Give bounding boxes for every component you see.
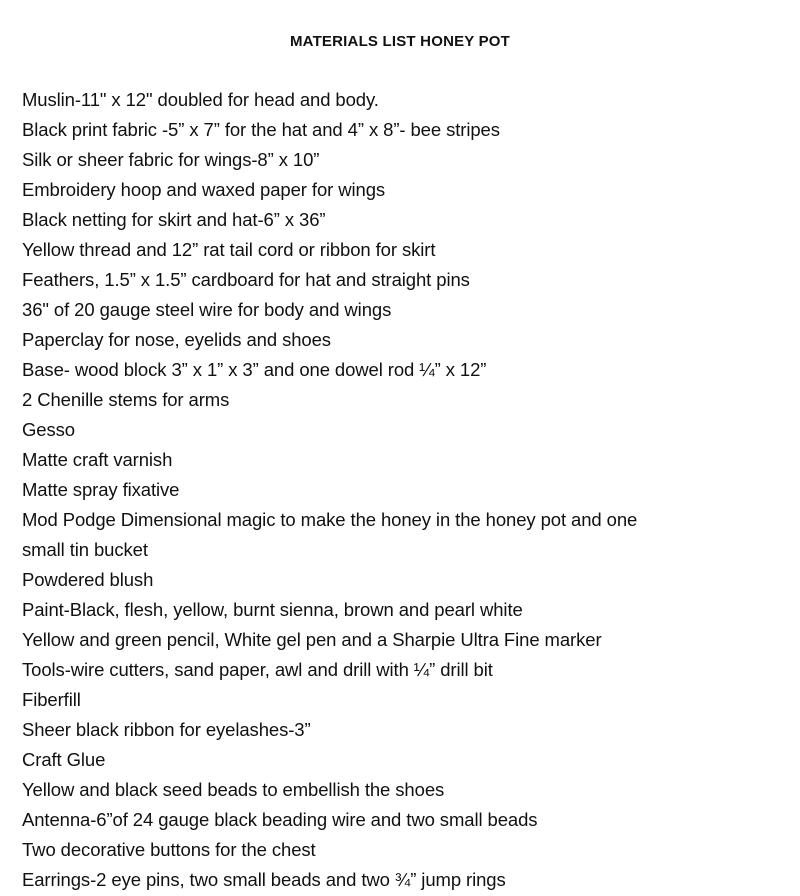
list-item: 2 Chenille stems for arms (22, 389, 230, 410)
list-item: Matte spray fixative (22, 479, 180, 500)
list-item: 36" of 20 gauge steel wire for body and wings (22, 299, 392, 320)
list-item: Sheer black ribbon for eyelashes-3” (22, 719, 311, 740)
materials-list (22, 85, 792, 895)
list-item: Mod Podge Dimensional magic to make the honey in the honey pot and one (22, 509, 638, 530)
list-item: Fiberfill (22, 689, 81, 710)
list-item: Base- wood block 3” x 1” x 3” and one dowel rod ¼” x 12” (22, 359, 487, 380)
list-item: Tools-wire cutters, sand paper, awl and drill with ¼” drill bit (22, 659, 493, 680)
list-item: Earrings-2 eye pins, two small beads and two ¾” jump rings (22, 869, 506, 890)
list-item: Black print fabric -5” x 7” for the hat and 4” x 8”- bee stripes (22, 119, 500, 140)
list-item: Silk or sheer fabric for wings-8” x 10” (22, 149, 320, 170)
list-item: Black netting for skirt and hat-6” x 36” (22, 209, 326, 230)
list-item: Paint-Black, flesh, yellow, burnt sienna, brown and pearl white (22, 599, 523, 620)
list-item: Yellow and black seed beads to embellish the shoes (22, 779, 445, 800)
list-item-continuation: small tin bucket (22, 539, 148, 560)
list-item: Two decorative buttons for the chest (22, 839, 316, 860)
list-item: Feathers, 1.5” x 1.5” cardboard for hat and straight pins (22, 269, 470, 290)
list-item: Antenna-6”of 24 gauge black beading wire and two small beads (22, 809, 538, 830)
document-title: MATERIALS LIST HONEY POT (289, 33, 511, 50)
list-item: Yellow thread and 12” rat tail cord or ribbon for skirt (22, 239, 436, 260)
list-item: Craft Glue (22, 749, 106, 770)
list-item: Powdered blush (22, 569, 154, 590)
list-item: Paperclay for nose, eyelids and shoes (22, 329, 331, 350)
list-item: Yellow and green pencil, White gel pen and a Sharpie Ultra Fine marker (22, 629, 602, 650)
list-item: Embroidery hoop and waxed paper for wings (22, 179, 386, 200)
list-item: Muslin-11" x 12" doubled for head and body. (22, 89, 379, 110)
list-item: Gesso (22, 419, 75, 440)
list-item: Matte craft varnish (22, 449, 173, 470)
